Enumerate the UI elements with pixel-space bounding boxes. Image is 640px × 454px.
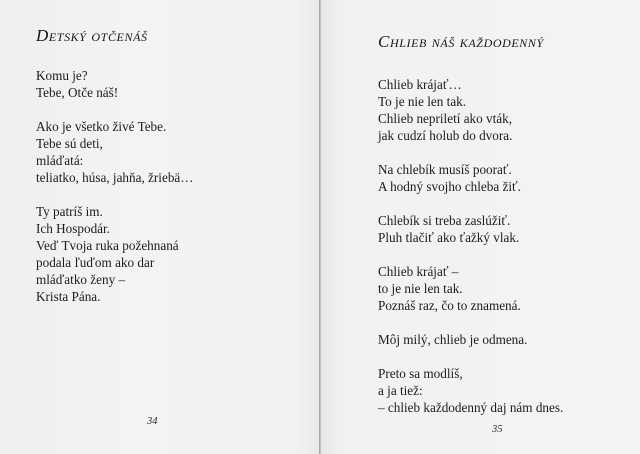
verse-line: Preto sa modlíš, [378, 366, 463, 381]
stanza [378, 263, 563, 314]
verse-line: – chlieb každodenný daj nám dnes. [378, 400, 564, 415]
stanza [378, 161, 563, 195]
verse-line: Krista Pána. [36, 289, 101, 304]
verse-line: a ja tiež: [378, 383, 423, 398]
verse-line: Poznáš raz, čo to znamená. [378, 298, 521, 313]
page-number: 35 [492, 424, 503, 435]
verse-line: Chlieb krájať – [378, 264, 459, 279]
verse-line: mláďatko ženy – [36, 272, 126, 287]
stanza [378, 212, 563, 246]
verse-line: Môj milý, chlieb je odmena. [378, 332, 528, 347]
stanza [36, 203, 193, 305]
poem-title: Chlieb náš každodenný [378, 32, 544, 51]
stanza [36, 67, 193, 101]
verse-line: Tebe, Otče náš! [36, 85, 119, 100]
verse-line: A hodný svojho chleba žiť. [378, 179, 521, 194]
verse-line: Chlieb nepriletí ako vták, [378, 111, 513, 126]
verse-line: Tebe sú deti, [36, 136, 103, 151]
verse-line: teliatko, húsa, jahňa, žriebä… [36, 170, 194, 185]
verse-line: mláďatá: [36, 153, 84, 168]
verse-line: Veď Tvoja ruka požehnaná [36, 238, 179, 253]
verse-line: jak cudzí holub do dvora. [378, 128, 513, 143]
verse-line: to je nie len tak. [378, 281, 463, 296]
verse-line: Chlieb krájať… [378, 77, 462, 92]
stanza [36, 118, 193, 186]
verse-line: podala ľuďom ako dar [36, 255, 155, 270]
verse-line: Chlebík si treba zaslúžiť. [378, 213, 511, 228]
poem-title: Detský otčenáš [36, 26, 148, 45]
verse-line: Ich Hospodár. [36, 221, 110, 236]
poem-body [36, 67, 193, 322]
verse-line: Ty patríš im. [36, 204, 103, 219]
verse-line: To je nie len tak. [378, 94, 467, 109]
page-number: 34 [147, 416, 158, 427]
stanza [378, 76, 563, 144]
stanza [378, 365, 563, 416]
right-page [321, 0, 640, 454]
stanza [378, 331, 563, 348]
verse-line: Ako je všetko živé Tebe. [36, 119, 167, 134]
poem-body [378, 76, 563, 433]
verse-line: Komu je? [36, 68, 88, 83]
verse-line: Na chlebík musíš poorať. [378, 162, 512, 177]
verse-line: Pluh tlačiť ako ťažký vlak. [378, 230, 520, 245]
